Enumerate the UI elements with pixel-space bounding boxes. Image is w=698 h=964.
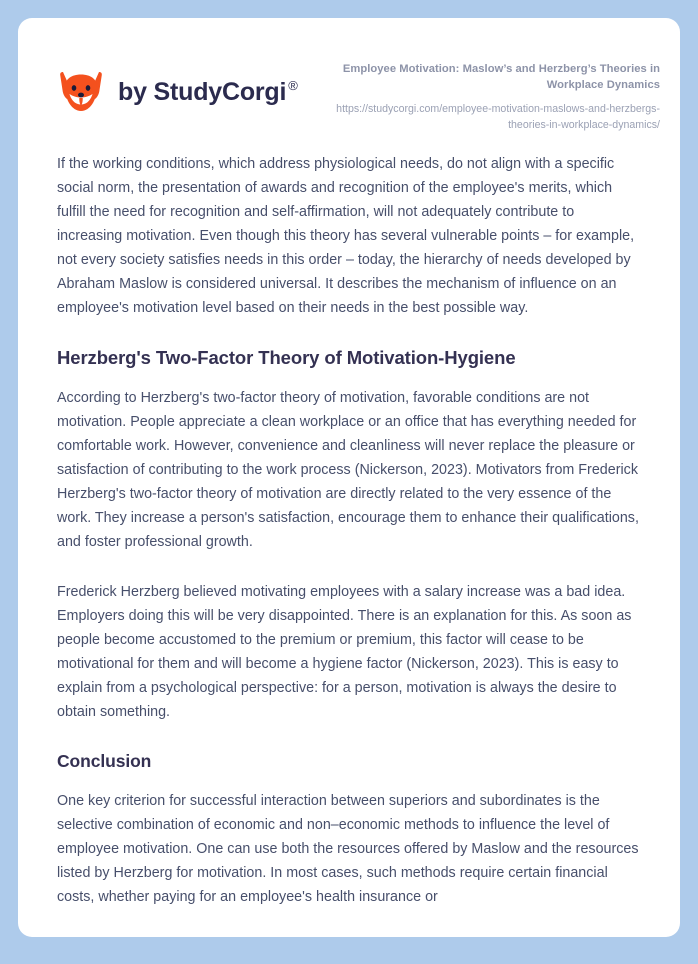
- corgi-head-icon: [57, 70, 105, 114]
- registered-trademark-icon: ®: [288, 78, 298, 94]
- paragraph-3: Frederick Herzberg believed motivating employees with a salary increase was a bad idea. Employers doing this will be very disappointed. There is an explanation for this. As soon as people become accustomed to the premium or premium, this factor will cease to be motivational for them and will become a hygiene factor (Nickerson, 2023). This is easy to explain from a psychological perspective: for a person, motivation is always the desire to obtain something.: [57, 584, 632, 721]
- paragraph-4: One key criterion for successful interaction between superiors and subordinates is the selective combination of economic and non–economic methods to influence the level of employee motivation. One can use both the resources offered by Maslow and the resources listed by Herzberg for motivation. In most cases, such methods require certain financial costs, whether paying for an employee's health insurance or: [57, 792, 639, 905]
- section-heading-herzberg: Herzberg's Two-Factor Theory of Motivation-Hygiene: [57, 347, 516, 369]
- document-header: [18, 18, 680, 133]
- brand-wordmark-text: by StudyCorgi: [118, 77, 287, 106]
- brand-logo-block[interactable]: [57, 58, 298, 114]
- document-card: [18, 18, 680, 937]
- section-heading-conclusion: Conclusion: [57, 751, 152, 772]
- paragraph-1: If the working conditions, which address physiological needs, do not align with a specific social norm, the presentation of awards and recognition of the employee's merits, which fulfill the need for recognition and self-affirmation, will not adequately contribute to increasing motivation. Even though this theory has several vulnerable points – for example, not every society satisfies needs in this order – today, the hierarchy of needs developed by Abraham Maslow is considered universal. It describes the mechanism of influence on an employee's motivation level based on their needs in the best possible way.: [57, 156, 635, 317]
- brand-wordmark: [118, 78, 298, 107]
- header-meta: [310, 58, 660, 133]
- document-url[interactable]: https://studycorgi.com/employee-motivation-maslows-and-herzbergs-theories-in-workplace-dynamics/: [336, 103, 660, 131]
- document-body: [18, 133, 680, 909]
- paragraph-2: According to Herzberg's two-factor theory of motivation, favorable conditions are not motivation. People appreciate a clean workplace or an office that has everything needed for comfortable work. However, convenience and cleanliness will never replace the pleasure or satisfaction of contributing to the work process (Nickerson, 2023). Motivators from Frederick Herzberg's two-factor theory of motivation are directly related to the very essence of the work. They increase a person's satisfaction, encourage them to enhance their qualifications, and foster professional growth.: [57, 390, 639, 551]
- document-title: Employee Motivation: Maslow’s and Herzberg’s Theories in Workplace Dynamics: [342, 63, 660, 92]
